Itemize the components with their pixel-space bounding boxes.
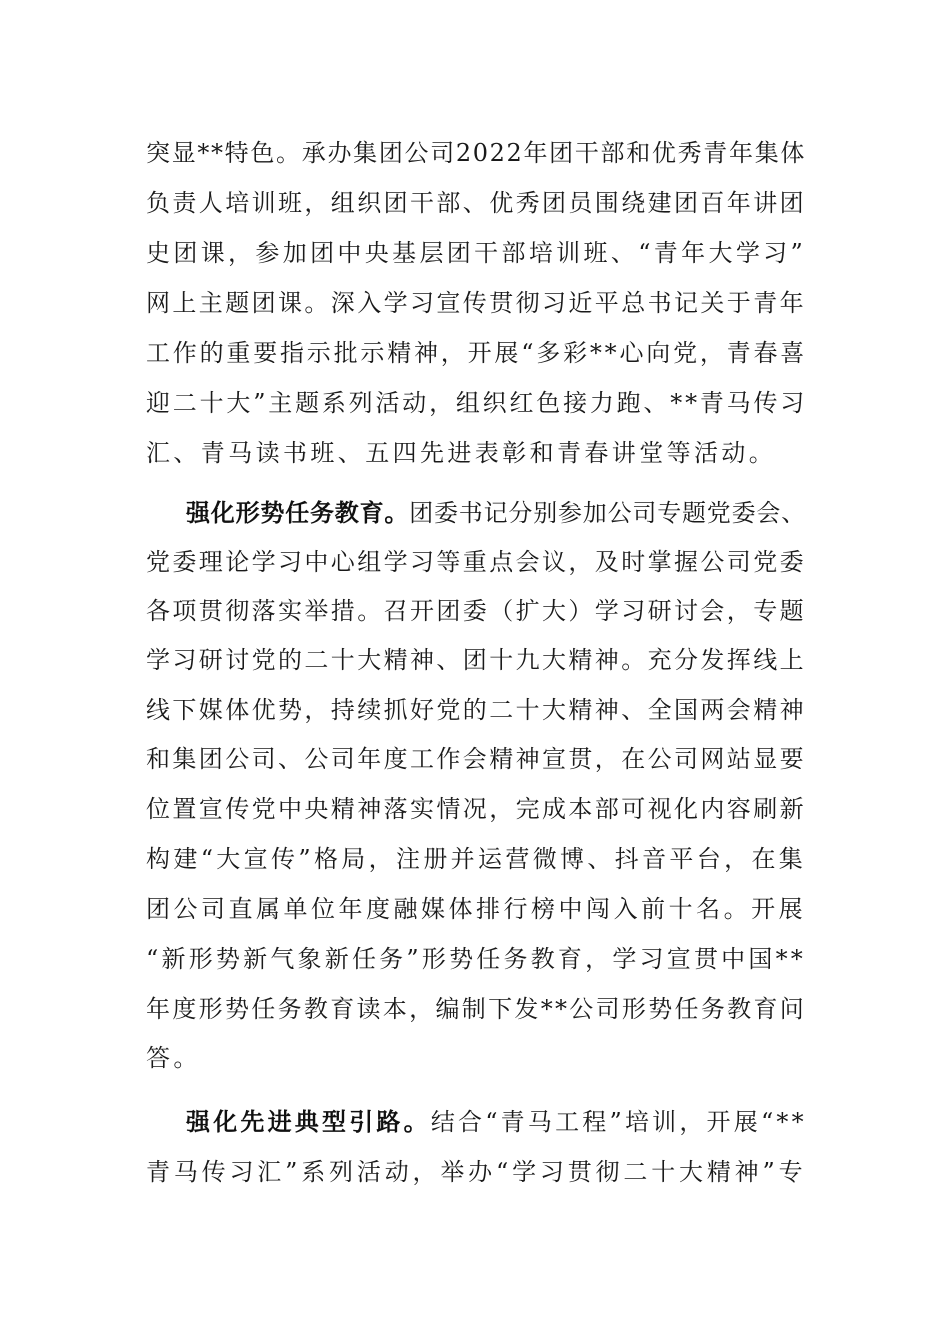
paragraph-3-line-2: 青马传习汇”系列活动，举办“学习贯彻二十大精神”专	[146, 1158, 806, 1186]
paragraph-2-line-8: 构建“大宣传”格局，注册并运营微博、抖音平台，在集	[146, 845, 806, 873]
paragraph-2-line-10: “新形势新气象新任务”形势任务教育，学习宣贯中国**	[146, 945, 806, 973]
paragraph-2-line-11: 年度形势任务教育读本，编制下发**公司形势任务教育问	[146, 995, 806, 1023]
paragraph-1-line-3: 史团课，参加团中央基层团干部培训班、“青年大学习”	[146, 239, 806, 267]
paragraph-2-line-5: 线下媒体优势，持续抓好党的二十大精神、全国两会精神	[146, 696, 806, 724]
paragraph-1-line-2: 负责人培训班，组织团干部、优秀团员围绕建团百年讲团	[146, 189, 806, 217]
paragraph-2-line-6: 和集团公司、公司年度工作会精神宣贯，在公司网站显要	[146, 745, 806, 773]
paragraph-2-line-4: 学习研讨党的二十大精神、团十九大精神。充分发挥线上	[146, 646, 806, 674]
paragraph-2-line-1	[186, 488, 806, 538]
paragraph-1-line-4: 网上主题团课。深入学习宣传贯彻习近平总书记关于青年	[146, 289, 806, 317]
paragraph-2-line-7: 位置宣传党中央精神落实情况，完成本部可视化内容刷新	[146, 795, 806, 823]
paragraph-1-line-7: 汇、青马读书班、五四先进表彰和青春讲堂等活动。	[146, 439, 777, 467]
paragraph-2-line-9: 团公司直属单位年度融媒体排行榜中闯入前十名。开展	[146, 895, 806, 923]
paragraph-2-line-3: 各项贯彻落实举措。召开团委（扩大）学习研讨会，专题	[146, 597, 806, 625]
paragraph-2-line-12: 答。	[146, 1044, 201, 1072]
paragraph-3-line-1	[186, 1097, 806, 1147]
paragraph-2-line-2: 党委理论学习中心组学习等重点会议，及时掌握公司党委	[146, 548, 806, 576]
paragraph-3-line-1-text: 结合“青马工程”培训，开展“**	[430, 1108, 807, 1136]
paragraph-1-line-6: 迎二十大”主题系列活动，组织红色接力跑、**青马传习	[146, 389, 808, 417]
paragraph-3-heading: 强化先进典型引路。	[186, 1107, 431, 1136]
paragraph-2-heading: 强化形势任务教育。	[186, 498, 410, 527]
paragraph-1-line-5: 工作的重要指示批示精神，开展“多彩**心向党，青春喜	[146, 339, 808, 367]
paragraph-2-line-1-text: 团委书记分别参加公司专题党委会、	[409, 499, 807, 527]
paragraph-1-line-1: 突显**特色。承办集团公司2022年团干部和优秀青年集体	[146, 139, 806, 167]
